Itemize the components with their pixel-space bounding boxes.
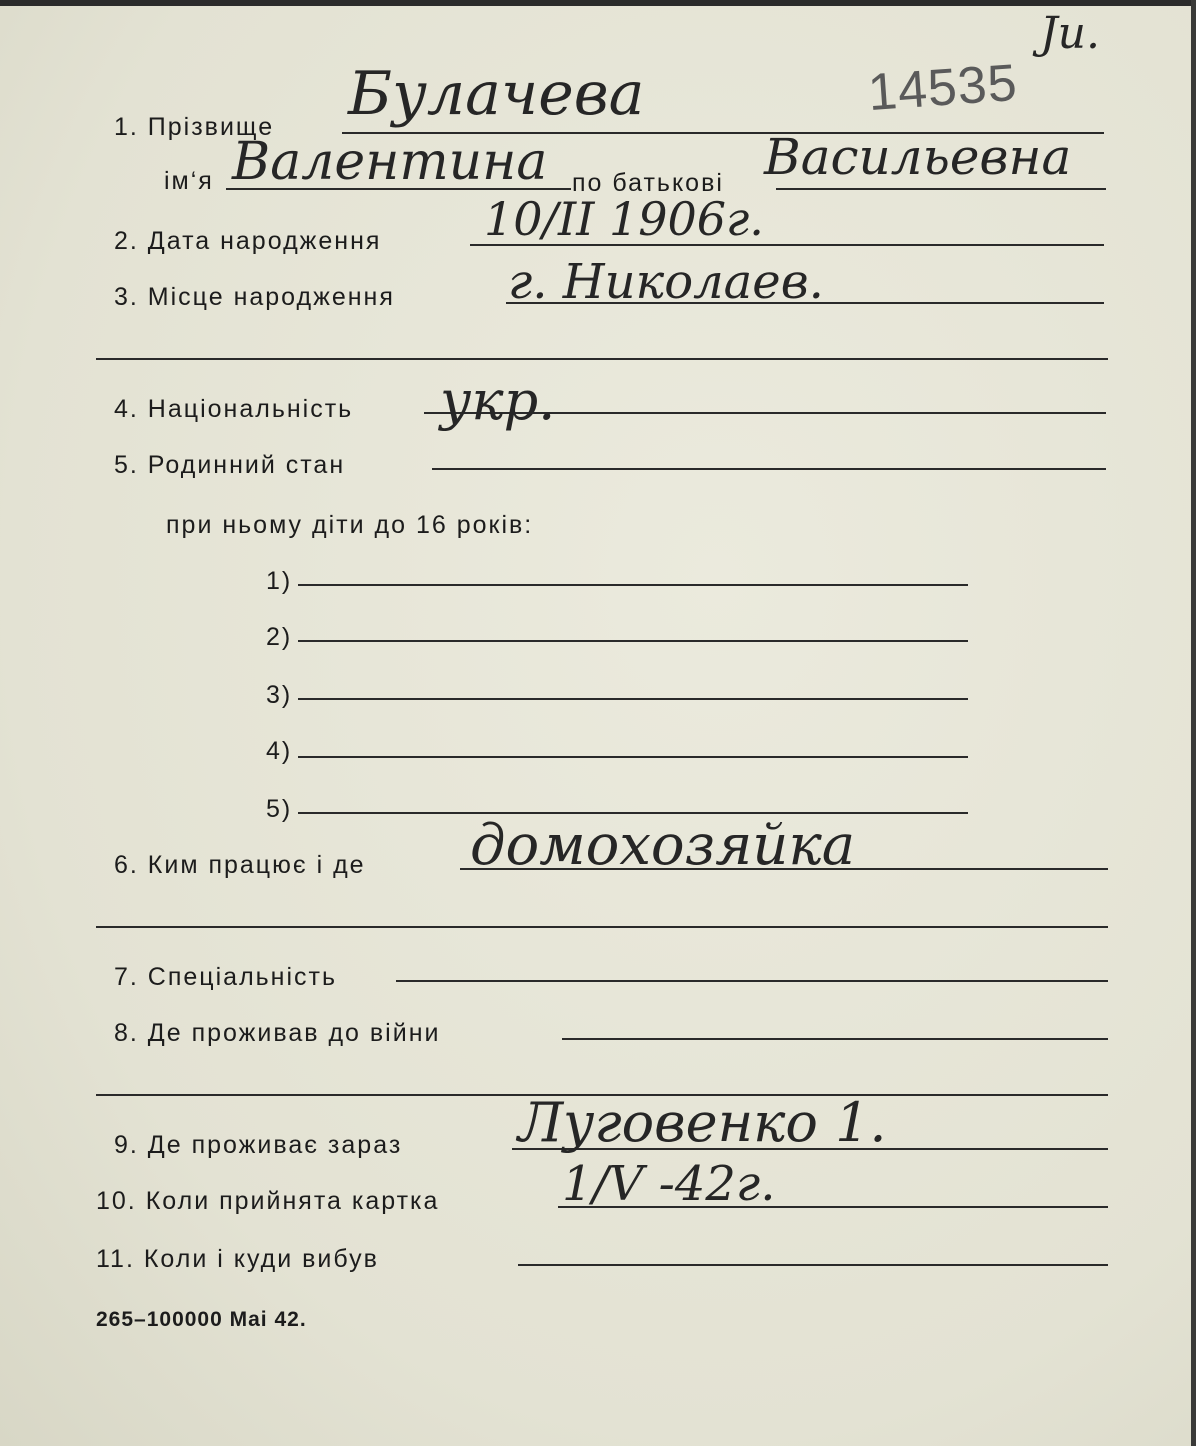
child-2-line (298, 640, 968, 642)
child-2-label: 2) (266, 623, 293, 651)
birth-place-value: г. Николаев. (508, 254, 824, 310)
birth-place-label: 3. Місце народження (114, 283, 395, 311)
archive-initials: Ju. (1040, 8, 1100, 59)
child-4-label: 4) (266, 737, 293, 765)
patronymic-label: по батькові (572, 169, 724, 197)
card-top-edge (0, 0, 1196, 6)
patronymic-line (776, 188, 1106, 190)
departure-label: 11. Коли і куди вибув (96, 1245, 379, 1273)
occupation-value: домохозяйка (470, 813, 856, 878)
card-accepted-value: 1/V -42г. (562, 1156, 776, 1212)
card-right-edge (1191, 0, 1196, 1446)
birth-date-value: 10/II 1906г. (484, 192, 764, 246)
surname-label: 1. Прізвище (114, 113, 275, 141)
family-status-line (432, 468, 1106, 470)
birth-date-label: 2. Дата народження (114, 227, 382, 255)
prewar-residence-label: 8. Де проживав до війни (114, 1019, 441, 1047)
specialty-label: 7. Спеціальність (114, 963, 338, 991)
current-residence-value: Луговенко 1. (518, 1091, 887, 1154)
child-1-line (298, 584, 968, 586)
print-code: 265–100000 Mai 42. (96, 1308, 307, 1331)
family-status-label: 5. Родинний стан (114, 451, 346, 479)
child-4-line (298, 756, 968, 758)
occupation-label: 6. Ким працює і де (114, 851, 366, 879)
nationality-value: укр. (440, 369, 556, 432)
first-name-value: Валентина (232, 132, 548, 192)
child-3-line (298, 698, 968, 700)
departure-line (518, 1264, 1108, 1266)
child-5-label: 5) (266, 795, 293, 823)
occupation-line-2 (96, 926, 1108, 928)
specialty-line (396, 980, 1108, 982)
prewar-residence-line (562, 1038, 1108, 1040)
children-label: при ньому діти до 16 років: (166, 511, 534, 539)
birth-place-line-2 (96, 358, 1108, 360)
surname-value: Булачева (348, 59, 645, 129)
patronymic-value: Васильевна (764, 128, 1072, 186)
card-accepted-label: 10. Коли прийнята картка (96, 1187, 440, 1215)
child-1-label: 1) (266, 567, 293, 595)
archive-number-stamp: 14535 (866, 53, 1020, 123)
current-residence-label: 9. Де проживає зараз (114, 1131, 403, 1159)
child-3-label: 3) (266, 681, 293, 709)
nationality-label: 4. Національність (114, 395, 354, 423)
first-name-label: ім‘я (164, 167, 214, 195)
